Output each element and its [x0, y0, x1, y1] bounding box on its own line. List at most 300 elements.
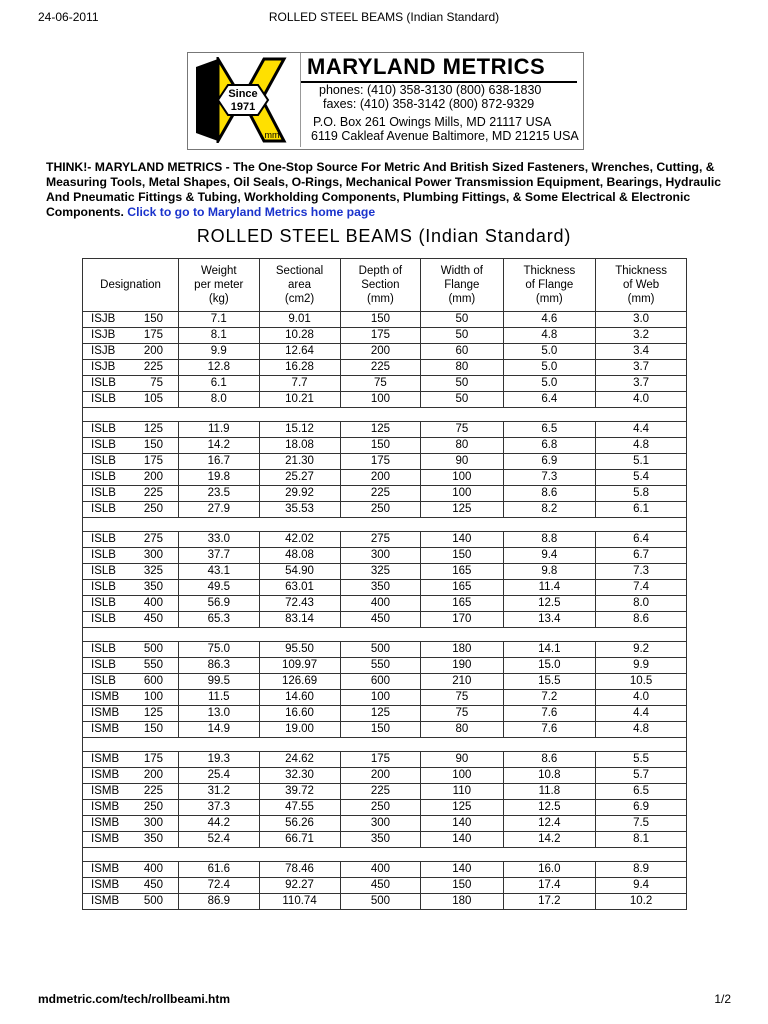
column-header-line: Thickness	[615, 265, 667, 277]
table-header-row	[83, 259, 687, 312]
designation-cell	[83, 832, 179, 848]
designation-cell	[83, 596, 179, 612]
designation-cell	[83, 862, 179, 878]
weight-cell: 37.7	[179, 548, 259, 564]
web-thickness-cell: 10.5	[596, 674, 687, 690]
depth-cell: 175	[340, 328, 421, 344]
beam-size: 75	[150, 377, 163, 389]
designation-cell	[83, 344, 179, 360]
flange-width-cell: 210	[421, 674, 503, 690]
web-thickness-cell: 3.2	[596, 328, 687, 344]
flange-width-cell: 100	[421, 768, 503, 784]
column-header	[83, 259, 179, 312]
depth-cell: 350	[340, 580, 421, 596]
depth-cell: 300	[340, 548, 421, 564]
weight-cell: 19.3	[179, 752, 259, 768]
beam-series: ISMB	[91, 863, 120, 875]
flange-width-cell: 140	[421, 862, 503, 878]
column-header-line: per meter	[194, 279, 244, 291]
area-cell: 126.69	[259, 674, 340, 690]
web-thickness-cell: 4.0	[596, 690, 687, 706]
flange-width-cell: 50	[421, 328, 503, 344]
table-row	[83, 502, 687, 518]
column-header	[259, 259, 340, 312]
flange-thickness-cell: 9.8	[503, 564, 596, 580]
designation-cell	[83, 532, 179, 548]
column-header-line: Designation	[100, 279, 161, 291]
area-cell: 109.97	[259, 658, 340, 674]
depth-cell: 450	[340, 612, 421, 628]
depth-cell: 100	[340, 392, 421, 408]
flange-width-cell: 190	[421, 658, 503, 674]
designation-cell	[83, 800, 179, 816]
company-name: MARYLAND METRICS	[307, 54, 546, 79]
table-row	[83, 344, 687, 360]
company-info	[300, 53, 579, 147]
flange-thickness-cell: 17.4	[503, 878, 596, 894]
table-row	[83, 360, 687, 376]
weight-cell: 14.2	[179, 438, 259, 454]
weight-cell: 6.1	[179, 376, 259, 392]
beam-series: ISMB	[91, 723, 120, 735]
web-thickness-cell: 8.9	[596, 862, 687, 878]
area-cell: 15.12	[259, 422, 340, 438]
flange-thickness-cell: 5.0	[503, 344, 596, 360]
beam-size: 105	[143, 393, 163, 405]
area-cell: 7.7	[259, 376, 340, 392]
flange-width-cell: 100	[421, 486, 503, 502]
weight-cell: 49.5	[179, 580, 259, 596]
table-row	[83, 392, 687, 408]
designation-cell	[83, 470, 179, 486]
web-thickness-cell: 3.7	[596, 360, 687, 376]
flange-width-cell: 125	[421, 800, 503, 816]
weight-cell: 13.0	[179, 706, 259, 722]
table-row	[83, 612, 687, 628]
weight-cell: 19.8	[179, 470, 259, 486]
flange-width-cell: 80	[421, 438, 503, 454]
depth-cell: 550	[340, 658, 421, 674]
depth-cell: 100	[340, 690, 421, 706]
flange-width-cell: 80	[421, 360, 503, 376]
column-header-line: Section	[361, 279, 400, 291]
designation-cell	[83, 360, 179, 376]
beam-series: ISLB	[91, 659, 116, 671]
weight-cell: 86.3	[179, 658, 259, 674]
spacer-cell	[83, 628, 687, 642]
beam-size: 300	[143, 817, 163, 829]
flange-width-cell: 50	[421, 392, 503, 408]
flange-thickness-cell: 7.6	[503, 722, 596, 738]
beam-size: 450	[143, 879, 163, 891]
weight-cell: 43.1	[179, 564, 259, 580]
beam-series: ISJB	[91, 345, 116, 357]
web-thickness-cell: 6.7	[596, 548, 687, 564]
designation-cell	[83, 784, 179, 800]
flange-width-cell: 50	[421, 376, 503, 392]
table-row	[83, 784, 687, 800]
beam-series: ISLB	[91, 675, 116, 687]
depth-cell: 75	[340, 376, 421, 392]
flange-thickness-cell: 13.4	[503, 612, 596, 628]
beam-series: ISLB	[91, 613, 116, 625]
designation-cell	[83, 690, 179, 706]
promo-text	[46, 160, 736, 220]
flange-width-cell: 180	[421, 642, 503, 658]
flange-thickness-cell: 14.2	[503, 832, 596, 848]
column-header	[596, 259, 687, 312]
weight-cell: 16.7	[179, 454, 259, 470]
print-footer	[0, 992, 768, 1008]
designation-cell	[83, 816, 179, 832]
area-cell: 16.60	[259, 706, 340, 722]
table-row	[83, 658, 687, 674]
beam-size: 250	[143, 801, 163, 813]
column-header-line: of Flange	[525, 279, 574, 291]
page-title: ROLLED STEEL BEAMS (Indian Standard)	[196, 226, 572, 246]
flange-thickness-cell: 14.1	[503, 642, 596, 658]
beam-size: 450	[143, 613, 163, 625]
designation-cell	[83, 612, 179, 628]
beam-series: ISLB	[91, 423, 116, 435]
table-row	[83, 328, 687, 344]
flange-width-cell: 125	[421, 502, 503, 518]
beam-series: ISLB	[91, 533, 116, 545]
designation-cell	[83, 328, 179, 344]
depth-cell: 225	[340, 784, 421, 800]
beam-series: ISLB	[91, 597, 116, 609]
web-thickness-cell: 5.5	[596, 752, 687, 768]
designation-cell	[83, 438, 179, 454]
table-row	[83, 470, 687, 486]
beam-size: 225	[143, 487, 163, 499]
area-cell: 95.50	[259, 642, 340, 658]
beam-series: ISJB	[91, 313, 116, 325]
beam-size: 400	[143, 863, 163, 875]
beam-size: 125	[143, 707, 163, 719]
group-spacer-row	[83, 738, 687, 752]
table-row	[83, 832, 687, 848]
table-row	[83, 564, 687, 580]
flange-width-cell: 165	[421, 580, 503, 596]
area-cell: 78.46	[259, 862, 340, 878]
table-row	[83, 454, 687, 470]
web-thickness-cell: 7.4	[596, 580, 687, 596]
web-thickness-cell: 6.4	[596, 532, 687, 548]
column-header	[421, 259, 503, 312]
weight-cell: 11.5	[179, 690, 259, 706]
column-header-line: (mm)	[535, 293, 563, 305]
flange-thickness-cell: 12.4	[503, 816, 596, 832]
designation-cell	[83, 642, 179, 658]
beam-series: ISLB	[91, 377, 116, 389]
flange-thickness-cell: 10.8	[503, 768, 596, 784]
depth-cell: 125	[340, 706, 421, 722]
flange-thickness-cell: 11.8	[503, 784, 596, 800]
weight-cell: 44.2	[179, 816, 259, 832]
print-url: mdmetric.com/tech/rollbeami.htm	[38, 992, 231, 1006]
column-header-line: Thickness	[523, 265, 576, 277]
depth-cell: 300	[340, 816, 421, 832]
table-row	[83, 706, 687, 722]
column-header-line: area	[288, 279, 312, 291]
web-thickness-cell: 9.2	[596, 642, 687, 658]
flange-width-cell: 60	[421, 344, 503, 360]
promo-body: THINK!- MARYLAND METRICS - The One-Stop Source For Metric And British Sized Fasteners, Wrenches, Cutting, & Measuring Tools, Metal Shapes, Oil Seals, O-Rings, Mechanical Power Transmission Equipment, Bearings, Hydraulic And Pneumatic Fittings & Tubing, Workholding Components, Plumbing Fittings, & Some Electrical & Electronic Components.	[46, 160, 722, 219]
web-thickness-cell: 7.5	[596, 816, 687, 832]
table-row	[83, 894, 687, 910]
web-thickness-cell: 9.9	[596, 658, 687, 674]
web-thickness-cell: 3.4	[596, 344, 687, 360]
area-cell: 42.02	[259, 532, 340, 548]
table-row	[83, 816, 687, 832]
area-cell: 56.26	[259, 816, 340, 832]
flange-width-cell: 150	[421, 878, 503, 894]
depth-cell: 400	[340, 596, 421, 612]
flange-thickness-cell: 12.5	[503, 800, 596, 816]
depth-cell: 250	[340, 800, 421, 816]
company-address-street: 6119 Cakleaf Avenue Baltimore, MD 21215 USA	[311, 129, 579, 143]
depth-cell: 400	[340, 862, 421, 878]
area-cell: 83.14	[259, 612, 340, 628]
table-row	[83, 532, 687, 548]
flange-thickness-cell: 8.6	[503, 752, 596, 768]
spacer-cell	[83, 408, 687, 422]
beam-series: ISMB	[91, 801, 120, 813]
depth-cell: 150	[340, 312, 421, 328]
flange-width-cell: 100	[421, 470, 503, 486]
beam-series: ISLB	[91, 455, 116, 467]
beam-series: ISLB	[91, 565, 116, 577]
spacer-cell	[83, 848, 687, 862]
table-row	[83, 642, 687, 658]
company-address-po: P.O. Box 261 Owings Mills, MD 21117 USA	[313, 115, 552, 129]
weight-cell: 99.5	[179, 674, 259, 690]
column-header-line: Depth of	[358, 265, 403, 277]
flange-thickness-cell: 15.0	[503, 658, 596, 674]
weight-cell: 11.9	[179, 422, 259, 438]
beam-size: 150	[143, 313, 163, 325]
designation-cell	[83, 486, 179, 502]
column-header-line: (mm)	[448, 293, 476, 305]
beam-series: ISLB	[91, 439, 116, 451]
area-cell: 35.53	[259, 502, 340, 518]
beams-table	[82, 258, 687, 910]
group-spacer-row	[83, 848, 687, 862]
web-thickness-cell: 6.5	[596, 784, 687, 800]
column-header-line: Width of	[440, 265, 483, 277]
page-number: 1/2	[714, 992, 731, 1006]
flange-thickness-cell: 17.2	[503, 894, 596, 910]
weight-cell: 65.3	[179, 612, 259, 628]
designation-cell	[83, 376, 179, 392]
flange-width-cell: 165	[421, 596, 503, 612]
depth-cell: 600	[340, 674, 421, 690]
beam-series: ISMB	[91, 895, 120, 907]
table-row	[83, 596, 687, 612]
flange-width-cell: 110	[421, 784, 503, 800]
beam-series: ISLB	[91, 487, 116, 499]
flange-thickness-cell: 7.6	[503, 706, 596, 722]
depth-cell: 200	[340, 344, 421, 360]
beam-series: ISMB	[91, 707, 120, 719]
web-thickness-cell: 9.4	[596, 878, 687, 894]
depth-cell: 275	[340, 532, 421, 548]
flange-thickness-cell: 8.6	[503, 486, 596, 502]
column-header-line: (cm2)	[284, 293, 315, 305]
group-spacer-row	[83, 628, 687, 642]
weight-cell: 27.9	[179, 502, 259, 518]
flange-width-cell: 50	[421, 312, 503, 328]
beam-size: 225	[143, 785, 163, 797]
flange-width-cell: 90	[421, 752, 503, 768]
beam-size: 275	[143, 533, 163, 545]
beam-series: ISMB	[91, 785, 120, 797]
beam-size: 175	[143, 329, 163, 341]
flange-thickness-cell: 9.4	[503, 548, 596, 564]
beam-series: ISLB	[91, 549, 116, 561]
web-thickness-cell: 5.1	[596, 454, 687, 470]
flange-thickness-cell: 8.2	[503, 502, 596, 518]
table-row	[83, 312, 687, 328]
depth-cell: 150	[340, 438, 421, 454]
flange-thickness-cell: 6.4	[503, 392, 596, 408]
column-header-line: of Web	[622, 279, 660, 291]
table-row	[83, 422, 687, 438]
beam-series: ISLB	[91, 393, 116, 405]
beam-size: 500	[143, 895, 163, 907]
area-cell: 24.62	[259, 752, 340, 768]
beam-series: ISMB	[91, 817, 120, 829]
beam-series: ISLB	[91, 503, 116, 515]
flange-width-cell: 90	[421, 454, 503, 470]
flange-width-cell: 75	[421, 690, 503, 706]
area-cell: 92.27	[259, 878, 340, 894]
table-row	[83, 862, 687, 878]
web-thickness-cell: 4.8	[596, 438, 687, 454]
depth-cell: 450	[340, 878, 421, 894]
flange-width-cell: 165	[421, 564, 503, 580]
web-thickness-cell: 4.4	[596, 422, 687, 438]
area-cell: 48.08	[259, 548, 340, 564]
designation-cell	[83, 422, 179, 438]
print-title: ROLLED STEEL BEAMS (Indian Standard)	[268, 10, 500, 24]
designation-cell	[83, 454, 179, 470]
area-cell: 47.55	[259, 800, 340, 816]
table-row	[83, 548, 687, 564]
beam-series: ISJB	[91, 361, 116, 373]
web-thickness-cell: 8.0	[596, 596, 687, 612]
group-spacer-row	[83, 408, 687, 422]
column-header-line: Weight	[200, 265, 237, 277]
company-banner[interactable]	[187, 52, 584, 150]
column-header	[340, 259, 421, 312]
depth-cell: 200	[340, 768, 421, 784]
web-thickness-cell: 5.7	[596, 768, 687, 784]
flange-thickness-cell: 8.8	[503, 532, 596, 548]
designation-cell	[83, 502, 179, 518]
depth-cell: 200	[340, 470, 421, 486]
area-cell: 19.00	[259, 722, 340, 738]
flange-thickness-cell: 4.8	[503, 328, 596, 344]
weight-cell: 14.9	[179, 722, 259, 738]
flange-thickness-cell: 16.0	[503, 862, 596, 878]
table-row	[83, 800, 687, 816]
area-cell: 54.90	[259, 564, 340, 580]
depth-cell: 500	[340, 894, 421, 910]
beam-size: 350	[143, 581, 163, 593]
flange-width-cell: 180	[421, 894, 503, 910]
table-row	[83, 690, 687, 706]
company-logo	[192, 57, 288, 143]
area-cell: 29.92	[259, 486, 340, 502]
weight-cell: 72.4	[179, 878, 259, 894]
beam-series: ISLB	[91, 471, 116, 483]
weight-cell: 52.4	[179, 832, 259, 848]
area-cell: 10.21	[259, 392, 340, 408]
beam-size: 200	[143, 345, 163, 357]
flange-thickness-cell: 5.0	[503, 360, 596, 376]
area-cell: 9.01	[259, 312, 340, 328]
area-cell: 25.27	[259, 470, 340, 486]
flange-width-cell: 170	[421, 612, 503, 628]
table-row	[83, 722, 687, 738]
spacer-cell	[83, 738, 687, 752]
beam-size: 500	[143, 643, 163, 655]
print-header	[0, 10, 768, 26]
logo-mark: mm	[264, 130, 280, 140]
beam-series: ISMB	[91, 691, 120, 703]
company-phones: phones: (410) 358-3130 (800) 638-1830	[319, 83, 542, 97]
beam-size: 200	[143, 471, 163, 483]
area-cell: 66.71	[259, 832, 340, 848]
web-thickness-cell: 4.8	[596, 722, 687, 738]
weight-cell: 7.1	[179, 312, 259, 328]
column-header-line: (mm)	[366, 293, 394, 305]
area-cell: 32.30	[259, 768, 340, 784]
designation-cell	[83, 768, 179, 784]
weight-cell: 31.2	[179, 784, 259, 800]
weight-cell: 75.0	[179, 642, 259, 658]
weight-cell: 56.9	[179, 596, 259, 612]
beam-size: 150	[143, 723, 163, 735]
beam-size: 150	[143, 439, 163, 451]
table-row	[83, 438, 687, 454]
table-row	[83, 580, 687, 596]
table-row	[83, 768, 687, 784]
flange-width-cell: 75	[421, 422, 503, 438]
home-page-link[interactable]: Click to go to Maryland Metrics home page	[127, 205, 376, 219]
flange-thickness-cell: 11.4	[503, 580, 596, 596]
designation-cell	[83, 878, 179, 894]
spacer-cell	[83, 518, 687, 532]
flange-thickness-cell: 4.6	[503, 312, 596, 328]
flange-width-cell: 80	[421, 722, 503, 738]
web-thickness-cell: 6.1	[596, 502, 687, 518]
web-thickness-cell: 8.1	[596, 832, 687, 848]
weight-cell: 8.1	[179, 328, 259, 344]
area-cell: 72.43	[259, 596, 340, 612]
beam-size: 300	[143, 549, 163, 561]
depth-cell: 175	[340, 752, 421, 768]
web-thickness-cell: 3.0	[596, 312, 687, 328]
table-row	[83, 486, 687, 502]
column-header-line: Sectional	[275, 265, 324, 277]
depth-cell: 225	[340, 360, 421, 376]
print-date: 24-06-2011	[38, 10, 99, 24]
beam-series: ISMB	[91, 833, 120, 845]
designation-cell	[83, 722, 179, 738]
